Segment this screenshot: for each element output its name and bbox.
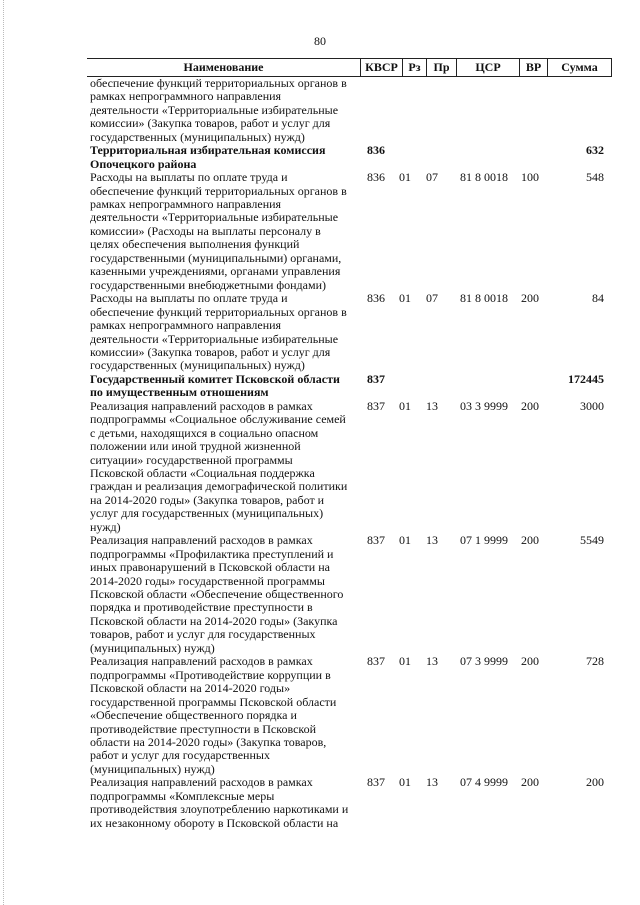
row-sum: 548 — [586, 170, 604, 185]
row-kvsr: 836 — [367, 170, 385, 185]
row-name-line: подпрограммы «Противодействие коррупции в — [90, 667, 331, 682]
row-name-line: деятельности «Территориальные избирательные — [90, 210, 339, 225]
row-name-line: положении или иной трудной жизненной — [90, 439, 301, 454]
row-rz: 01 — [399, 533, 411, 548]
header-pr: Пр — [426, 59, 456, 76]
header-kvsr: КВСР — [360, 59, 402, 76]
row-sum: 84 — [592, 291, 604, 306]
row-sum: 3000 — [580, 398, 604, 413]
row-rz: 01 — [399, 291, 411, 306]
row-name-line: услуг для государственных (муниципальных) — [90, 506, 324, 521]
row-name-line: Реализация направлений расходов в рамках — [90, 533, 313, 548]
row-name-line: (муниципальных) нужд) — [90, 640, 215, 655]
row-name-line: Реализация направлений расходов в рамках — [90, 654, 313, 669]
row-name-line: подпрограммы «Профилактика преступлений и — [90, 546, 334, 561]
row-name-line: 2014-2020 годы» государственной программы — [90, 573, 325, 588]
row-vr: 200 — [521, 775, 539, 790]
row-name-line: комиссии» (Расходы на выплаты персоналу в — [90, 223, 321, 238]
header-sum: Сумма — [547, 59, 612, 76]
row-name-line: Расходы на выплаты по оплате труда и — [90, 291, 288, 306]
row-name-line: Псковской области на 2014-2020 годы» (Закупка — [90, 613, 338, 628]
row-name-line: с детьми, находящихся в социально опасном — [90, 425, 319, 440]
row-vr: 200 — [521, 291, 539, 306]
row-name-line: области на 2014-2020 годы» (Закупка товаров, — [90, 734, 327, 749]
row-name-line: обеспечение функций территориальных органов в — [90, 76, 347, 90]
row-name-line: противодействие преступности в Псковской — [90, 721, 317, 736]
row-sum: 5549 — [580, 533, 604, 548]
row-name-line: нужд) — [90, 519, 121, 534]
row-name — [90, 400, 360, 534]
row-name-line: товаров, работ и услуг для государственных — [90, 627, 316, 642]
row-name-line: комиссии» (Закупка товаров, работ и услуг для — [90, 344, 331, 359]
row-rz: 01 — [399, 654, 411, 669]
row-kvsr: 837 — [367, 654, 385, 669]
row-name-line: рамках непрограммного направления — [90, 318, 282, 333]
row-name-line: Территориальная избирательная комиссия — [90, 143, 326, 158]
row-name-line: государственных (муниципальных) нужд) — [90, 358, 305, 373]
row-name-line: порядка и противодействие преступности в — [90, 600, 313, 615]
row-name-line: Опочецкого района — [90, 156, 197, 171]
row-csr: 07 3 9999 — [460, 654, 508, 669]
header-vr: ВР — [519, 59, 547, 76]
row-pr: 13 — [426, 654, 438, 669]
row-name-line: Государственный комитет Псковской области — [90, 371, 340, 386]
row-sum: 200 — [586, 775, 604, 790]
row-pr: 13 — [426, 398, 438, 413]
row-name-line: по имущественным отношениям — [90, 385, 269, 400]
row-rz: 01 — [399, 398, 411, 413]
row-vr: 200 — [521, 398, 539, 413]
row-sum: 632 — [586, 143, 604, 158]
row-kvsr: 836 — [367, 143, 385, 158]
row-name-line: (муниципальных) нужд) — [90, 761, 215, 776]
row-vr: 100 — [521, 170, 539, 185]
row-sum: 172445 — [568, 371, 604, 386]
row-name-line: Псковской области «Социальная поддержка — [90, 465, 315, 480]
row-pr: 13 — [426, 775, 438, 790]
row-csr: 07 4 9999 — [460, 775, 508, 790]
row-name-line: подпрограммы «Комплексные меры — [90, 788, 275, 803]
row-name-line: обеспечение функций территориальных органов в — [90, 183, 347, 198]
row-vr: 200 — [521, 654, 539, 669]
row-name-line: Реализация направлений расходов в рамках — [90, 775, 313, 790]
row-csr: 07 1 9999 — [460, 533, 508, 548]
row-name-line: целях обеспечения выполнения функций — [90, 237, 300, 252]
row-rz: 01 — [399, 775, 411, 790]
row-name-line: государственными (муниципальными) органами, — [90, 250, 342, 265]
row-name-line: их незаконному обороту в Псковской области на — [90, 815, 339, 830]
page-number: 80 — [314, 34, 326, 48]
row-name-line: противодействия злоупотреблению наркотиками и — [90, 802, 349, 817]
row-kvsr: 837 — [367, 371, 385, 386]
row-name — [90, 373, 360, 400]
row-name-line: Реализация направлений расходов в рамках — [90, 398, 313, 413]
row-csr: 03 3 9999 — [460, 398, 508, 413]
row-name-line: государственной программы Псковской области — [90, 694, 337, 709]
row-csr: 81 8 0018 — [460, 291, 508, 306]
row-name-line: рамках непрограммного направления — [90, 197, 282, 212]
row-name-line: рамках непрограммного направления — [90, 89, 282, 104]
row-sum: 728 — [586, 654, 604, 669]
row-kvsr: 837 — [367, 775, 385, 790]
row-name — [90, 534, 360, 655]
row-name — [90, 776, 360, 830]
row-pr: 07 — [426, 170, 438, 185]
row-name — [90, 77, 360, 144]
row-name — [90, 144, 360, 171]
row-pr: 07 — [426, 291, 438, 306]
row-name-line: обеспечение функций территориальных органов в — [90, 304, 347, 319]
row-name-line: «Обеспечение общественного порядка и — [90, 708, 297, 723]
table-header — [87, 58, 612, 77]
row-name-line: государственными внебюджетными фондами) — [90, 277, 327, 292]
row-name-line: деятельности «Территориальные избирательные — [90, 331, 339, 346]
row-kvsr: 836 — [367, 291, 385, 306]
row-name-line: работ и услуг для государственных — [90, 748, 270, 763]
row-rz: 01 — [399, 170, 411, 185]
header-name: Наименование — [183, 60, 264, 74]
row-name-line: деятельности «Территориальные избирательные — [90, 102, 339, 117]
row-name-line: иных правонарушений в Псковской области на — [90, 560, 330, 575]
row-kvsr: 837 — [367, 398, 385, 413]
row-name-line: Псковской области «Обеспечение общественного — [90, 587, 344, 602]
row-name-line: Псковской области на 2014-2020 годы» — [90, 681, 291, 696]
row-csr: 81 8 0018 — [460, 170, 508, 185]
row-name-line: казенными учреждениями, органами управления — [90, 264, 341, 279]
row-name-line: подпрограммы «Социальное обслуживание семей — [90, 412, 346, 427]
row-name-line: Расходы на выплаты по оплате труда и — [90, 170, 288, 185]
row-name-line: государственных (муниципальных) нужд) — [90, 129, 305, 144]
scan-edge — [3, 0, 5, 905]
row-name-line: комиссии» (Закупка товаров, работ и услуг для — [90, 116, 331, 131]
row-vr: 200 — [521, 533, 539, 548]
header-rz: Рз — [402, 59, 426, 76]
row-name — [90, 171, 360, 292]
row-name-line: на 2014-2020 годы» (Закупка товаров, работ и — [90, 492, 325, 507]
header-csr: ЦСР — [456, 59, 519, 76]
row-name-line: ситуации» государственной программы — [90, 452, 293, 467]
row-kvsr: 837 — [367, 533, 385, 548]
row-name-line: граждан и реализация демографической политики — [90, 479, 348, 494]
row-name — [90, 292, 360, 373]
row-name — [90, 655, 360, 776]
row-pr: 13 — [426, 533, 438, 548]
